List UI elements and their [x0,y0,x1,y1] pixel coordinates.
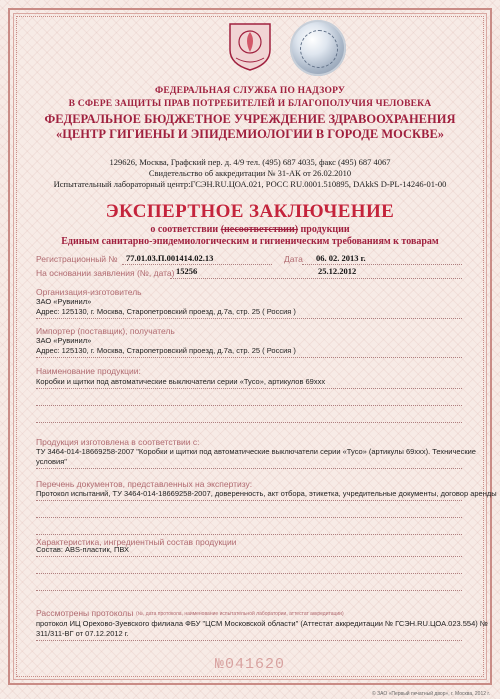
printer-credit: © ЗАО «Первый печатный двор», г. Москва, 2012 г. [372,691,490,697]
basis-label: На основании заявления (№, дата) [36,268,175,278]
hologram-seal-icon [290,20,346,76]
protocols-label: Рассмотрены протоколы [36,608,134,618]
agency-name: ФЕДЕРАЛЬНАЯ СЛУЖБА ПО НАДЗОРУ [154,86,346,96]
application-number: 15256 [176,266,198,276]
document-subtitle-2: Единым санитарно-эпидемиологическим и гигиеническим требованиям к товарам [61,236,439,247]
date-label: Дата [284,254,303,264]
serial-number: №041620 [214,656,285,673]
document-title: ЭКСПЕРТНОЕ ЗАКЛЮЧЕНИЕ [105,201,395,222]
composition-label: Характеристика, ингредиентный состав продукции [36,537,237,547]
subtitle-prefix: о соответствии [150,224,219,235]
standard-line-2: условия" [36,457,67,466]
importer-label: Импортер (поставщик), получатель [36,326,175,336]
documents-label: Перечень документов, представленных на экспертизу: [36,479,253,489]
institution-address: 129626, Москва, Графский пер. д. 4/9 тел. (495) 687 4035, факс (495) 687 4067 [109,157,391,167]
manufacturer-name: ЗАО «Рувинил» [36,297,92,306]
subtitle-struck: (несоответствии) [220,224,299,235]
testing-lab-info: Испытательный лабораторный центр:ГСЭН.RU.ЦОА.021, РОСС RU.0001.510895, DAkkS D-PL-14246-01-00 [53,179,447,189]
registration-number: 77.01.03.П.001414.02.13 [126,253,214,263]
accreditation-certificate: Свидетельство об аккредитации № 31-АК от 26.02.2010 [148,168,352,178]
manufacturer-address: Адрес: 125130, г. Москва, Старопетровский проезд, д.7а, стр. 25 ( Россия ) [36,307,296,316]
application-date: 25.12.2012 [318,266,357,276]
registration-date: 06. 02. 2013 г. [316,253,366,263]
protocols-line-1: протокол ИЦ Орехово-Зуевского филиала ФБУ "ЦСМ Московской области" (Аттестат аккредитации № ГСЭН.RU.ЦОА.023.554) № [36,619,488,628]
document-subtitle [0,224,500,235]
documents-text: Протокол испытаний, ТУ 3464-014-18669258-2007, доверенность, акт отбора, этикетка, учредительные документы, договор аренды [36,489,497,498]
product-name: Коробки и щитки под автоматические выключатели серии «Tyco», артикулов 69ххх [36,377,326,386]
institution-type: ФЕДЕРАЛЬНОЕ БЮДЖЕТНОЕ УЧРЕЖДЕНИЕ ЗДРАВООХРАНЕНИЯ [44,112,456,126]
importer-address: Адрес: 125130, г. Москва, Старопетровский проезд, д.7а, стр. 25 ( Россия ) [36,346,296,355]
standard-label: Продукция изготовлена в соответствии с: [36,437,200,447]
agency-scope: В СФЕРЕ ЗАЩИТЫ ПРАВ ПОТРЕБИТЕЛЕЙ И БЛАГОПОЛУЧИЯ ЧЕЛОВЕКА [68,99,432,109]
subtitle-suffix: продукции [300,224,350,235]
registration-label: Регистрационный № [36,254,118,264]
institution-name: «ЦЕНТР ГИГИЕНЫ И ЭПИДЕМИОЛОГИИ В ГОРОДЕ МОСКВЕ» [55,127,445,141]
product-label: Наименование продукции: [36,366,141,376]
protocols-note: (№, дата протокола, наименование испытательной лаборатории, аттестат аккредитации) [136,611,344,617]
protocols-line-2: 311/311-ВГ от 07.12.2012 г. [36,629,129,638]
rospotrebnadzor-emblem-icon [226,20,274,72]
manufacturer-label: Организация-изготовитель [36,287,142,297]
importer-name: ЗАО «Рувинил» [36,336,92,345]
composition-text: Состав: АВS-пластик, ПВХ [36,545,130,554]
standard-line-1: ТУ 3464-014-18669258-2007 "Коробки и щитки под автоматические выключатели серии «Tyco» (артикулы 69ххх). Технические [36,447,476,456]
